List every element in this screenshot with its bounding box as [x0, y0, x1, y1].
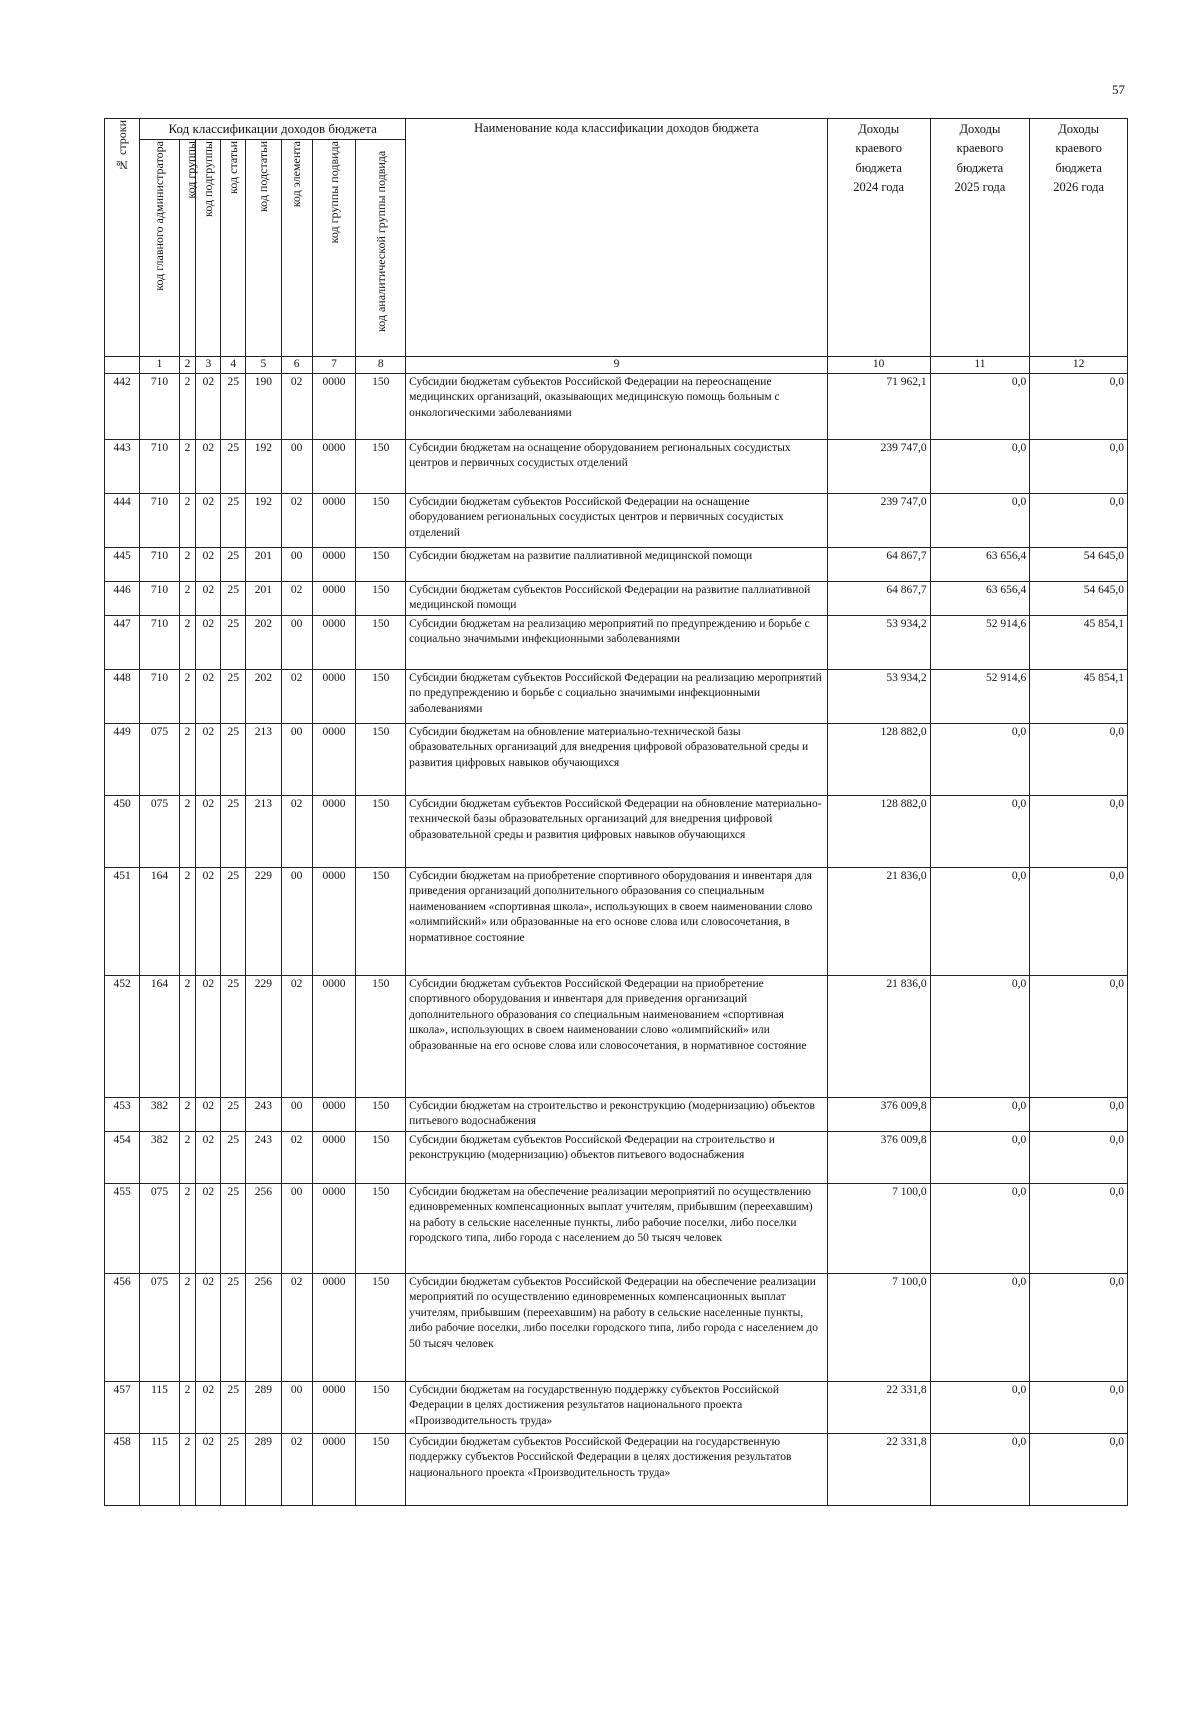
column-number: 7: [312, 357, 356, 374]
column-number: 8: [356, 357, 406, 374]
admin-code-cell: 710: [140, 493, 179, 547]
header-name: Наименование кода классификации доходов бюджета: [406, 119, 828, 357]
analytic-group-code-cell: 150: [356, 795, 406, 867]
subgroup-code-cell: 02: [196, 669, 221, 723]
column-number: 6: [281, 357, 312, 374]
subgroup-code-cell: 02: [196, 1381, 221, 1433]
revenue-2024-cell: 53 934,2: [827, 615, 930, 669]
row-number-cell: 442: [105, 373, 140, 439]
analytic-group-code-cell: 150: [356, 439, 406, 493]
group-code-cell: 2: [179, 795, 196, 867]
article-code-cell: 25: [221, 1097, 246, 1131]
subgroup-code-cell: 02: [196, 867, 221, 975]
element-code-cell: 02: [281, 669, 312, 723]
subtype-group-code-cell: 0000: [312, 1381, 356, 1433]
article-code-cell: 25: [221, 723, 246, 795]
group-code-cell: 2: [179, 1273, 196, 1381]
subtype-group-code-cell: 0000: [312, 1273, 356, 1381]
analytic-group-code-cell: 150: [356, 867, 406, 975]
element-code-cell: 00: [281, 547, 312, 581]
subgroup-code-cell: 02: [196, 1183, 221, 1273]
table-row: [105, 723, 1128, 795]
element-code-cell: 00: [281, 1097, 312, 1131]
column-number: 1: [140, 357, 179, 374]
revenue-2026-cell: 0,0: [1030, 373, 1128, 439]
subtype-group-code-cell: 0000: [312, 1183, 356, 1273]
revenue-2024-cell: 7 100,0: [827, 1183, 930, 1273]
group-code-cell: 2: [179, 723, 196, 795]
subtype-group-code-cell: 0000: [312, 723, 356, 795]
subtype-group-code-cell: 0000: [312, 615, 356, 669]
row-number-cell: 449: [105, 723, 140, 795]
subarticle-code-cell: 289: [246, 1381, 281, 1433]
analytic-group-code-cell: 150: [356, 1183, 406, 1273]
column-number: 11: [930, 357, 1030, 374]
row-number-cell: 450: [105, 795, 140, 867]
revenue-2024-cell: 128 882,0: [827, 795, 930, 867]
admin-code-cell: 710: [140, 547, 179, 581]
header-subarticle-code: код подстатьи: [246, 140, 281, 357]
column-number: [105, 357, 140, 374]
element-code-cell: 02: [281, 975, 312, 1097]
subgroup-code-cell: 02: [196, 1097, 221, 1131]
income-name-cell: Субсидии бюджетам субъектов Российской Федерации на обновление материально-технической базы образовательных организаций для внедрения цифровой образовательной среды и развития цифровых навыков обучающихся: [406, 795, 828, 867]
subgroup-code-cell: 02: [196, 1273, 221, 1381]
header-row-number: № строки: [105, 119, 140, 357]
table-body: [105, 373, 1128, 1505]
income-name-cell: Субсидии бюджетам на государственную поддержку субъектов Российской Федерации в целях достижения результатов национального проекта «Производительность труда»: [406, 1381, 828, 1433]
group-code-cell: 2: [179, 867, 196, 975]
subgroup-code-cell: 02: [196, 795, 221, 867]
income-name-cell: Субсидии бюджетам субъектов Российской Федерации на оснащение оборудованием региональных сосудистых центров и первичных сосудистых отделений: [406, 493, 828, 547]
subarticle-code-cell: 229: [246, 867, 281, 975]
revenue-2026-cell: 0,0: [1030, 1183, 1128, 1273]
row-number-cell: 458: [105, 1433, 140, 1505]
admin-code-cell: 115: [140, 1433, 179, 1505]
subgroup-code-cell: 02: [196, 581, 221, 615]
element-code-cell: 02: [281, 493, 312, 547]
revenue-2025-cell: 0,0: [930, 1131, 1030, 1183]
header-admin-code: код главного администратора: [140, 140, 179, 357]
revenue-2025-cell: 0,0: [930, 1183, 1030, 1273]
analytic-group-code-cell: 150: [356, 1131, 406, 1183]
admin-code-cell: 710: [140, 373, 179, 439]
column-number: 12: [1030, 357, 1128, 374]
header-year-2026: Доходы краевого бюджета 2026 года: [1030, 119, 1128, 357]
header-year-2024: Доходы краевого бюджета 2024 года: [827, 119, 930, 357]
admin-code-cell: 164: [140, 975, 179, 1097]
admin-code-cell: 075: [140, 795, 179, 867]
analytic-group-code-cell: 150: [356, 1381, 406, 1433]
row-number-cell: 444: [105, 493, 140, 547]
revenue-2025-cell: 0,0: [930, 795, 1030, 867]
revenue-2024-cell: 239 747,0: [827, 439, 930, 493]
group-code-cell: 2: [179, 669, 196, 723]
revenue-2026-cell: 0,0: [1030, 439, 1128, 493]
income-name-cell: Субсидии бюджетам на приобретение спортивного оборудования и инвентаря для приведения организаций дополнительного образования со специальным наименованием «спортивная школа», использующих в своем наименовании слово «олимпийский» или образованные на его основе слова или словосочетания, в нормативное состояние: [406, 867, 828, 975]
table-row: [105, 1273, 1128, 1381]
article-code-cell: 25: [221, 1273, 246, 1381]
income-name-cell: Субсидии бюджетам субъектов Российской Федерации на развитие паллиативной медицинской помощи: [406, 581, 828, 615]
income-name-cell: Субсидии бюджетам на развитие паллиативной медицинской помощи: [406, 547, 828, 581]
admin-code-cell: 075: [140, 723, 179, 795]
income-name-cell: Субсидии бюджетам субъектов Российской Федерации на реализацию мероприятий по предупреждению и борьбе с социально значимыми инфекционными заболеваниями: [406, 669, 828, 723]
subtype-group-code-cell: 0000: [312, 581, 356, 615]
income-name-cell: Субсидии бюджетам субъектов Российской Федерации на государственную поддержку субъектов Российской Федерации в целях достижения результатов национального проекта «Производительность труда»: [406, 1433, 828, 1505]
row-number-cell: 455: [105, 1183, 140, 1273]
header-analytic-group-code: код аналитической группы подвида: [356, 140, 406, 357]
column-number: 10: [827, 357, 930, 374]
row-number-cell: 452: [105, 975, 140, 1097]
revenue-2025-cell: 0,0: [930, 1273, 1030, 1381]
subgroup-code-cell: 02: [196, 439, 221, 493]
table-row: [105, 1131, 1128, 1183]
revenue-2026-cell: 0,0: [1030, 1381, 1128, 1433]
row-number-cell: 447: [105, 615, 140, 669]
article-code-cell: 25: [221, 547, 246, 581]
article-code-cell: 25: [221, 439, 246, 493]
column-number: 3: [196, 357, 221, 374]
row-number-cell: 448: [105, 669, 140, 723]
subarticle-code-cell: 213: [246, 795, 281, 867]
element-code-cell: 02: [281, 1273, 312, 1381]
revenue-2025-cell: 0,0: [930, 493, 1030, 547]
header-year-2025: Доходы краевого бюджета 2025 года: [930, 119, 1030, 357]
revenue-2025-cell: 63 656,4: [930, 581, 1030, 615]
revenue-2026-cell: 0,0: [1030, 975, 1128, 1097]
row-number-cell: 446: [105, 581, 140, 615]
subtype-group-code-cell: 0000: [312, 1097, 356, 1131]
admin-code-cell: 382: [140, 1131, 179, 1183]
subarticle-code-cell: 243: [246, 1131, 281, 1183]
admin-code-cell: 710: [140, 439, 179, 493]
analytic-group-code-cell: 150: [356, 1273, 406, 1381]
analytic-group-code-cell: 150: [356, 547, 406, 581]
admin-code-cell: 115: [140, 1381, 179, 1433]
table-row: [105, 1433, 1128, 1505]
group-code-cell: 2: [179, 373, 196, 439]
revenue-2026-cell: 0,0: [1030, 1131, 1128, 1183]
subgroup-code-cell: 02: [196, 1433, 221, 1505]
header-row-group: [105, 119, 1128, 140]
column-number: 2: [179, 357, 196, 374]
group-code-cell: 2: [179, 1433, 196, 1505]
admin-code-cell: 382: [140, 1097, 179, 1131]
article-code-cell: 25: [221, 581, 246, 615]
revenue-2026-cell: 0,0: [1030, 493, 1128, 547]
table-row: [105, 867, 1128, 975]
subarticle-code-cell: 256: [246, 1273, 281, 1381]
revenue-2026-cell: 45 854,1: [1030, 669, 1128, 723]
element-code-cell: 02: [281, 581, 312, 615]
subtype-group-code-cell: 0000: [312, 975, 356, 1097]
subgroup-code-cell: 02: [196, 975, 221, 1097]
income-name-cell: Субсидии бюджетам на оснащение оборудованием региональных сосудистых центров и первичных сосудистых отделений: [406, 439, 828, 493]
group-code-cell: 2: [179, 1381, 196, 1433]
table-row: [105, 615, 1128, 669]
revenue-2025-cell: 0,0: [930, 439, 1030, 493]
revenue-2024-cell: 128 882,0: [827, 723, 930, 795]
subarticle-code-cell: 229: [246, 975, 281, 1097]
income-name-cell: Субсидии бюджетам на обеспечение реализации мероприятий по осуществлению единовременных компенсационных выплат учителям, прибывшим (переехавшим) на работу в сельские населенные пункты, либо рабочие поселки, либо поселки городского типа, либо города с населением до 50 тысяч человек: [406, 1183, 828, 1273]
admin-code-cell: 075: [140, 1183, 179, 1273]
subtype-group-code-cell: 0000: [312, 1433, 356, 1505]
subarticle-code-cell: 192: [246, 493, 281, 547]
subgroup-code-cell: 02: [196, 615, 221, 669]
element-code-cell: 00: [281, 723, 312, 795]
revenue-2026-cell: 54 645,0: [1030, 547, 1128, 581]
subtype-group-code-cell: 0000: [312, 795, 356, 867]
article-code-cell: 25: [221, 1131, 246, 1183]
revenue-2024-cell: 21 836,0: [827, 867, 930, 975]
element-code-cell: 00: [281, 439, 312, 493]
revenue-2026-cell: 54 645,0: [1030, 581, 1128, 615]
subarticle-code-cell: 202: [246, 669, 281, 723]
table-row: [105, 581, 1128, 615]
subgroup-code-cell: 02: [196, 373, 221, 439]
article-code-cell: 25: [221, 373, 246, 439]
subtype-group-code-cell: 0000: [312, 439, 356, 493]
revenue-2024-cell: 22 331,8: [827, 1381, 930, 1433]
revenue-2025-cell: 52 914,6: [930, 669, 1030, 723]
revenue-2025-cell: 0,0: [930, 373, 1030, 439]
income-name-cell: Субсидии бюджетам на обновление материально-технической базы образовательных организаций для внедрения цифровой образовательной среды и развития цифровых навыков обучающихся: [406, 723, 828, 795]
column-number: 5: [246, 357, 281, 374]
subarticle-code-cell: 201: [246, 581, 281, 615]
table-row: [105, 547, 1128, 581]
revenue-2026-cell: 0,0: [1030, 795, 1128, 867]
table-row: [105, 439, 1128, 493]
revenue-2025-cell: 52 914,6: [930, 615, 1030, 669]
row-number-cell: 457: [105, 1381, 140, 1433]
income-name-cell: Субсидии бюджетам субъектов Российской Федерации на обеспечение реализации мероприятий по осуществлению единовременных компенсационных выплат учителям, прибывшим (переехавшим) на работу в сельские населенные пункты, либо рабочие поселки, либо поселки городского типа, либо города с населением до 50 тысяч человек: [406, 1273, 828, 1381]
row-number-cell: 443: [105, 439, 140, 493]
subgroup-code-cell: 02: [196, 493, 221, 547]
analytic-group-code-cell: 150: [356, 975, 406, 1097]
article-code-cell: 25: [221, 1381, 246, 1433]
subarticle-code-cell: 192: [246, 439, 281, 493]
header-subtype-group-code: код группы подвида: [312, 140, 356, 357]
table-row: [105, 795, 1128, 867]
article-code-cell: 25: [221, 1183, 246, 1273]
revenue-2026-cell: 0,0: [1030, 1097, 1128, 1131]
analytic-group-code-cell: 150: [356, 581, 406, 615]
header-article-code: код статьи: [221, 140, 246, 357]
row-number-cell: 456: [105, 1273, 140, 1381]
analytic-group-code-cell: 150: [356, 493, 406, 547]
element-code-cell: 00: [281, 615, 312, 669]
revenue-2026-cell: 0,0: [1030, 723, 1128, 795]
element-code-cell: 02: [281, 795, 312, 867]
row-number-cell: 453: [105, 1097, 140, 1131]
header-group-code: код группы: [179, 140, 196, 357]
table-row: [105, 669, 1128, 723]
group-code-cell: 2: [179, 581, 196, 615]
analytic-group-code-cell: 150: [356, 615, 406, 669]
table-row: [105, 975, 1128, 1097]
subarticle-code-cell: 289: [246, 1433, 281, 1505]
analytic-group-code-cell: 150: [356, 1097, 406, 1131]
header-code-group: Код классификации доходов бюджета: [140, 119, 406, 140]
row-number-cell: 445: [105, 547, 140, 581]
subarticle-code-cell: 202: [246, 615, 281, 669]
article-code-cell: 25: [221, 975, 246, 1097]
revenue-2025-cell: 0,0: [930, 1097, 1030, 1131]
table-row: [105, 1381, 1128, 1433]
subtype-group-code-cell: 0000: [312, 1131, 356, 1183]
subarticle-code-cell: 201: [246, 547, 281, 581]
element-code-cell: 02: [281, 373, 312, 439]
subarticle-code-cell: 213: [246, 723, 281, 795]
admin-code-cell: 710: [140, 615, 179, 669]
element-code-cell: 02: [281, 1131, 312, 1183]
element-code-cell: 02: [281, 1433, 312, 1505]
column-number: 4: [221, 357, 246, 374]
subgroup-code-cell: 02: [196, 1131, 221, 1183]
revenue-2026-cell: 0,0: [1030, 1433, 1128, 1505]
group-code-cell: 2: [179, 1131, 196, 1183]
analytic-group-code-cell: 150: [356, 723, 406, 795]
row-number-cell: 454: [105, 1131, 140, 1183]
element-code-cell: 00: [281, 1381, 312, 1433]
income-name-cell: Субсидии бюджетам на реализацию мероприятий по предупреждению и борьбе с социально значимыми инфекционными заболеваниями: [406, 615, 828, 669]
revenue-2024-cell: 376 009,8: [827, 1097, 930, 1131]
revenue-2025-cell: 0,0: [930, 1381, 1030, 1433]
header-subgroup-code: код подгруппы: [196, 140, 221, 357]
admin-code-cell: 710: [140, 581, 179, 615]
article-code-cell: 25: [221, 795, 246, 867]
revenue-2024-cell: 21 836,0: [827, 975, 930, 1097]
group-code-cell: 2: [179, 439, 196, 493]
revenue-2024-cell: 7 100,0: [827, 1273, 930, 1381]
subgroup-code-cell: 02: [196, 723, 221, 795]
row-number-cell: 451: [105, 867, 140, 975]
subtype-group-code-cell: 0000: [312, 373, 356, 439]
revenue-2026-cell: 45 854,1: [1030, 615, 1128, 669]
income-name-cell: Субсидии бюджетам субъектов Российской Федерации на переоснащение медицинских организаций, оказывающих медицинскую помощь больным с онкологическими заболеваниями: [406, 373, 828, 439]
group-code-cell: 2: [179, 1183, 196, 1273]
article-code-cell: 25: [221, 867, 246, 975]
analytic-group-code-cell: 150: [356, 373, 406, 439]
table-row: [105, 1097, 1128, 1131]
income-name-cell: Субсидии бюджетам субъектов Российской Федерации на строительство и реконструкцию (модернизацию) объектов питьевого водоснабжения: [406, 1131, 828, 1183]
admin-code-cell: 710: [140, 669, 179, 723]
revenue-2026-cell: 0,0: [1030, 867, 1128, 975]
subgroup-code-cell: 02: [196, 547, 221, 581]
revenue-2024-cell: 53 934,2: [827, 669, 930, 723]
page-number: 57: [1112, 82, 1125, 97]
admin-code-cell: 075: [140, 1273, 179, 1381]
article-code-cell: 25: [221, 1433, 246, 1505]
element-code-cell: 00: [281, 1183, 312, 1273]
group-code-cell: 2: [179, 1097, 196, 1131]
element-code-cell: 00: [281, 867, 312, 975]
revenue-2025-cell: 0,0: [930, 867, 1030, 975]
subarticle-code-cell: 256: [246, 1183, 281, 1273]
subtype-group-code-cell: 0000: [312, 493, 356, 547]
revenue-2024-cell: 239 747,0: [827, 493, 930, 547]
group-code-cell: 2: [179, 615, 196, 669]
column-number-row: [105, 357, 1128, 374]
income-name-cell: Субсидии бюджетам на строительство и реконструкцию (модернизацию) объектов питьевого водоснабжения: [406, 1097, 828, 1131]
subarticle-code-cell: 243: [246, 1097, 281, 1131]
income-name-cell: Субсидии бюджетам субъектов Российской Федерации на приобретение спортивного оборудования и инвентаря для приведения организаций дополнительного образования со специальным наименованием «спортивная школа», использующих в своем наименовании слово «олимпийский» или образованные на его основе слова или словосочетания, в нормативное состояние: [406, 975, 828, 1097]
revenue-2024-cell: 376 009,8: [827, 1131, 930, 1183]
group-code-cell: 2: [179, 547, 196, 581]
revenue-2024-cell: 64 867,7: [827, 581, 930, 615]
analytic-group-code-cell: 150: [356, 669, 406, 723]
subtype-group-code-cell: 0000: [312, 547, 356, 581]
subtype-group-code-cell: 0000: [312, 669, 356, 723]
table-row: [105, 493, 1128, 547]
header-element-code: код элемента: [281, 140, 312, 357]
revenue-2026-cell: 0,0: [1030, 1273, 1128, 1381]
revenue-2024-cell: 64 867,7: [827, 547, 930, 581]
revenue-2025-cell: 63 656,4: [930, 547, 1030, 581]
subtype-group-code-cell: 0000: [312, 867, 356, 975]
revenue-2025-cell: 0,0: [930, 1433, 1030, 1505]
article-code-cell: 25: [221, 615, 246, 669]
revenue-2024-cell: 71 962,1: [827, 373, 930, 439]
table-row: [105, 1183, 1128, 1273]
group-code-cell: 2: [179, 493, 196, 547]
article-code-cell: 25: [221, 669, 246, 723]
budget-revenue-table: [104, 118, 1128, 1506]
table-row: [105, 373, 1128, 439]
article-code-cell: 25: [221, 493, 246, 547]
group-code-cell: 2: [179, 975, 196, 1097]
revenue-2025-cell: 0,0: [930, 723, 1030, 795]
subarticle-code-cell: 190: [246, 373, 281, 439]
column-number: 9: [406, 357, 828, 374]
admin-code-cell: 164: [140, 867, 179, 975]
analytic-group-code-cell: 150: [356, 1433, 406, 1505]
revenue-2024-cell: 22 331,8: [827, 1433, 930, 1505]
revenue-2025-cell: 0,0: [930, 975, 1030, 1097]
